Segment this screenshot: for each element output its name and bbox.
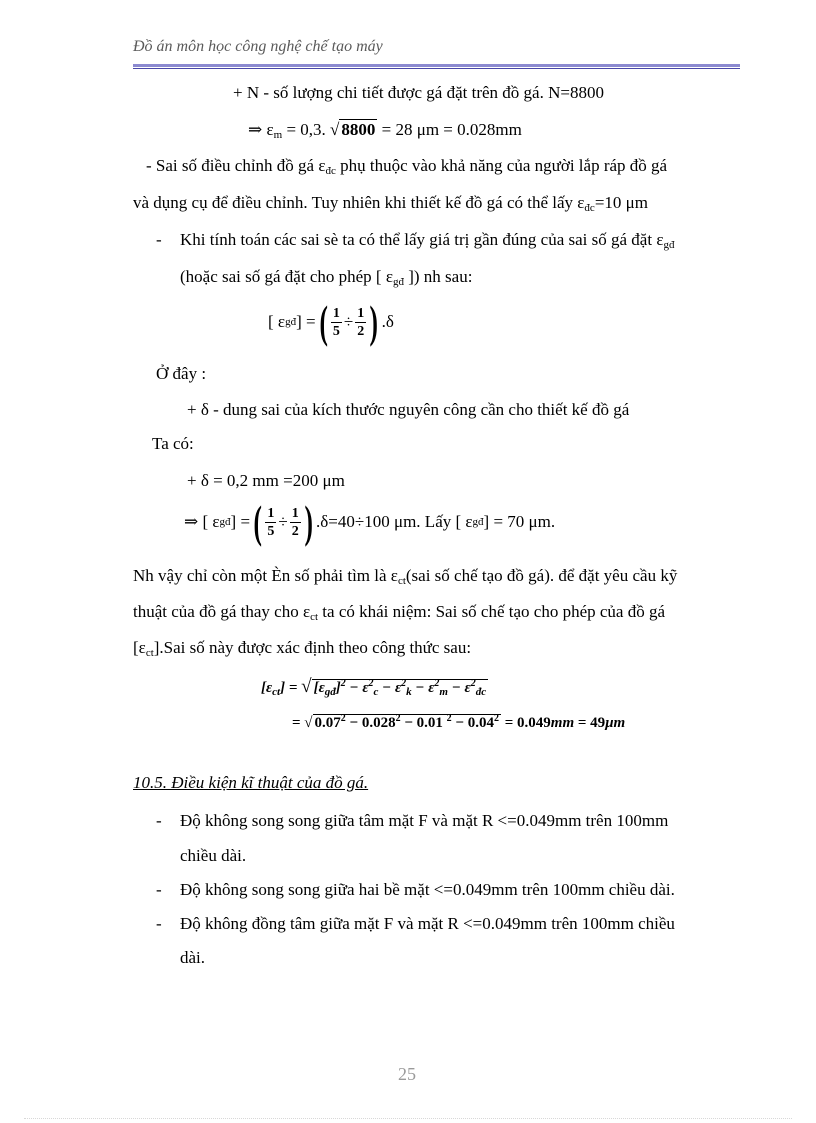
header-rule-thick	[133, 64, 740, 67]
eq-sub: ct	[272, 686, 281, 698]
text-sub: gđ	[392, 276, 404, 288]
bullet-dash: -	[156, 880, 162, 899]
text-part: phụ thuộc vào khả năng của người lắp ráp đồ gá	[335, 156, 668, 175]
tolerance-formula: [ ε gđ ] = ( $\frac{1}{5}$ ÷ $\frac{1}{2}$ ) .δ	[268, 296, 394, 347]
eq-part: ] =	[296, 312, 316, 331]
eq-part: ⇒ ε	[248, 120, 274, 139]
eq-part: ] =	[280, 680, 302, 696]
bullet-dash: -	[156, 230, 162, 249]
text-sub: ct	[310, 611, 319, 623]
list-item: Độ không song song giữa hai bề mặt <=0.049mm trên 100mm chiều dài.	[180, 880, 675, 899]
fraction: $\frac{1}{2}$	[291, 505, 299, 539]
eq-part: = 0.049	[500, 715, 551, 731]
text-sub: gđ	[663, 239, 675, 251]
eq-part: [ ε	[268, 312, 286, 331]
text-part: =10 μm	[594, 193, 648, 212]
eq-part: ⇒ [ ε	[184, 512, 220, 531]
text-part: ta có khái niệm: Sai số chế tạo cho phép của đồ gá	[318, 602, 666, 621]
eq-part: ] = 70 μm.	[483, 512, 556, 531]
bullet-text	[180, 230, 674, 250]
header-rule-thin	[133, 68, 740, 69]
here-label: Ở đây :	[156, 364, 207, 383]
eq-part: ] =	[230, 512, 251, 531]
ta-co-label: Ta có:	[152, 434, 194, 453]
sqrt-radicand: $0.07^2 - 0.028^2 - 0.01$ $^2 - 0.04^2$	[314, 713, 499, 731]
eq-part: = 49	[574, 715, 606, 731]
paragraph-line	[146, 156, 667, 176]
list-item-cont: dài.	[180, 948, 206, 967]
right-paren: )	[369, 296, 379, 347]
eq-unit: μm	[605, 715, 626, 731]
paragraph-line	[133, 193, 648, 213]
left-paren: (	[253, 496, 262, 547]
fraction: $\frac{1}{5}$	[267, 505, 275, 539]
sqrt-radicand: $[\varepsilon_{gđ}]^2 - \varepsilon^2_c - \varepsilon^2_k - \varepsilon^2_m - \varepsilon^2_{đc}$	[313, 678, 487, 698]
tolerance-calculation: ⇒ [ ε gđ ] = ( $\frac{1}{5}$ ÷ $\frac{1}{2}$ ) .δ=40÷100 μm. Lấy [ ε gđ ] = 70 μm.	[184, 496, 556, 547]
text-part: thuật của đồ gá thay cho ε	[133, 602, 311, 621]
sqrt-radicand: 8800	[341, 120, 376, 139]
n-definition-line: + N - số lượng chi tiết được gá đặt trên đồ gá. N=8800	[233, 83, 604, 102]
bullet-dash: -	[156, 914, 162, 933]
paragraph-line	[133, 566, 677, 586]
fixture-error-equation: $[\varepsilon_{ct}]$ = √ $[\varepsilon_{gđ}]^2 - \varepsilon^2_c - \varepsilon^2_k - \varepsilon^2_m - \varepsilon^2_{đc}$	[261, 676, 487, 698]
div-sign: ÷	[278, 512, 288, 531]
eq-part: .δ	[381, 312, 394, 331]
text-part: ]) nh sau:	[403, 267, 473, 286]
eq-part: = 28 μm = 0.028mm	[377, 120, 522, 139]
text-sub: đc	[325, 165, 336, 177]
fraction: $\frac{1}{5}$	[332, 305, 340, 339]
list-item: Độ không song song giữa tâm mặt F và mặt R <=0.049mm trên 100mm	[180, 811, 669, 830]
running-header: Đồ án môn học công nghệ chế tạo máy	[133, 38, 383, 55]
text-part: vậy chỉ còn một Èn số phải tìm là ε	[153, 566, 398, 585]
section-heading: 10.5. Điều kiện kĩ thuật của đồ gá.	[133, 773, 369, 792]
text-sub: ct	[145, 647, 154, 659]
paragraph-line	[133, 602, 665, 622]
div-sign: ÷	[343, 312, 354, 331]
text-part: và dụng cụ để điều chỉnh. Tuy nhiên khi thiết kế đồ gá có thể lấy ε	[133, 193, 585, 212]
paragraph-line	[133, 638, 471, 658]
eq-part: = 0,3. √	[282, 120, 340, 139]
text-sub: đc	[584, 202, 595, 214]
eq-unit: mm	[550, 715, 575, 731]
right-paren: )	[304, 496, 313, 547]
list-item-cont: chiều dài.	[180, 846, 247, 865]
text-part: [ε	[133, 638, 146, 657]
text-sub: ct	[397, 575, 406, 587]
bullet-text-cont	[180, 267, 472, 287]
eq-part: = √	[292, 715, 313, 731]
fixture-error-result	[292, 714, 625, 732]
footer-dotted-line	[24, 1118, 792, 1119]
text-part: ].Sai số này được xác định theo công thức sau:	[153, 638, 472, 657]
text-part: (hoặc sai số gá đặt cho phép [ ε	[180, 267, 393, 286]
left-paren: (	[319, 296, 328, 347]
text-part: Nh	[133, 566, 154, 585]
eq-part: .δ=40÷100 μm. Lấy [ ε	[316, 512, 473, 531]
text-part: Khi tính toán các sai sè ta có thể lấy giá trị gần đúng của sai số gá đặt ε	[180, 230, 664, 249]
delta-definition: + δ - dung sai của kích thước nguyên công cần cho thiết kế đồ gá	[187, 400, 630, 419]
list-item: Độ không đồng tâm giữa mặt F và mặt R <=0.049mm trên 100mm chiều	[180, 914, 675, 933]
bullet-dash: -	[156, 811, 162, 830]
text-part: - Sai số điều chỉnh đồ gá ε	[146, 156, 326, 175]
text-part: (sai số chế tạo đồ gá). để đặt yêu cầu kỹ	[405, 566, 678, 585]
epsilon-m-equation	[248, 119, 522, 140]
delta-value: + δ = 0,2 mm =200 μm	[187, 471, 345, 490]
page-number: 25	[398, 1064, 416, 1084]
eq-part: [ε	[261, 680, 273, 696]
fraction: $\frac{1}{2}$	[357, 305, 365, 339]
eq-sub: m	[273, 129, 283, 141]
